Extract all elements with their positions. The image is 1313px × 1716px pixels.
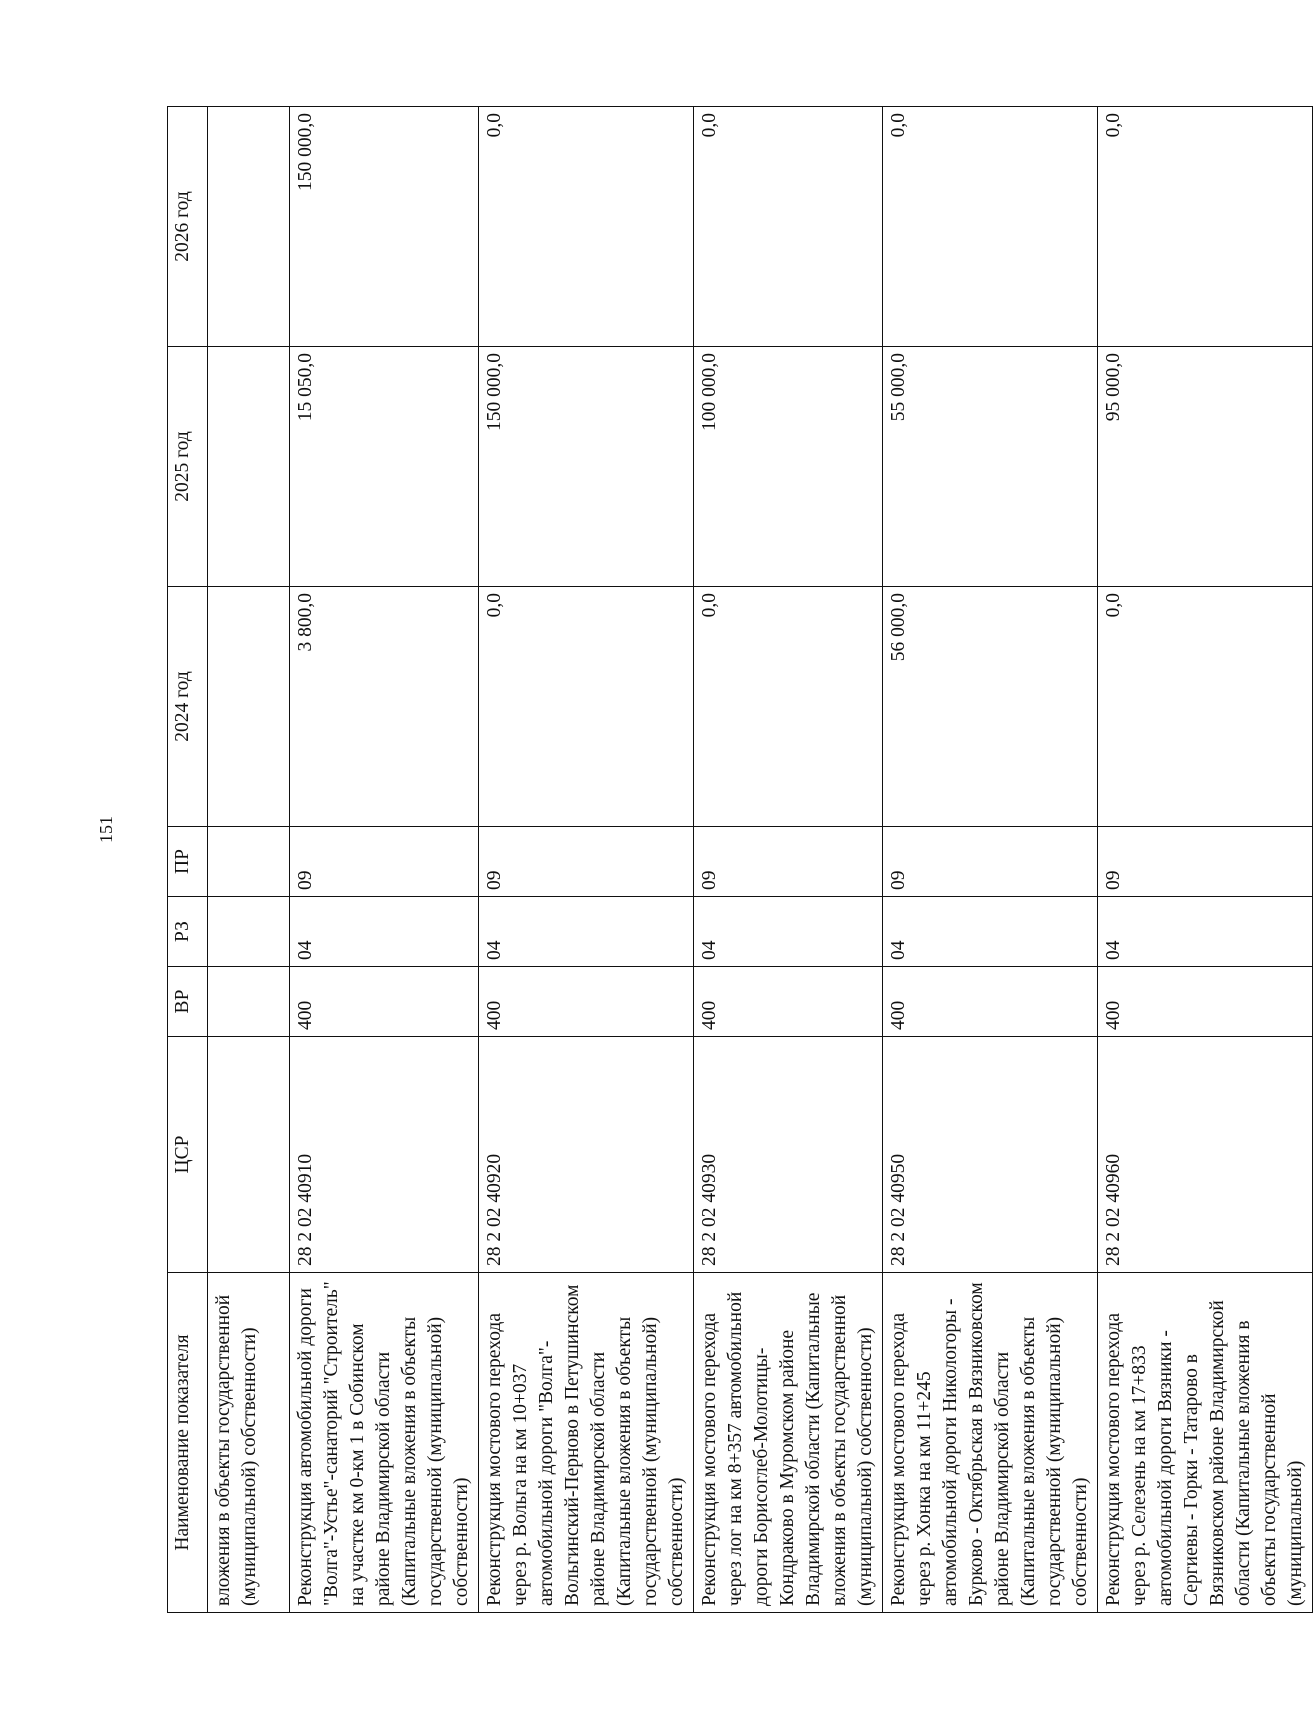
row-2026: 0,0 (694, 107, 883, 347)
continuation-row (208, 107, 290, 1613)
table-row (694, 107, 883, 1613)
empty-cell (208, 347, 290, 587)
row-csr: 28 2 02 40930 (694, 1037, 883, 1273)
empty-cell (208, 967, 290, 1037)
header-2026: 2026 год (168, 107, 208, 347)
row-rz: 04 (694, 897, 883, 967)
empty-cell (208, 1037, 290, 1273)
row-2026: 150 000,0 (290, 107, 479, 347)
row-2024: 3 800,0 (290, 587, 479, 827)
row-vr: 400 (290, 967, 479, 1037)
row-2025: 55 000,0 (883, 347, 1098, 587)
row-vr: 400 (883, 967, 1098, 1037)
row-csr: 28 2 02 40950 (883, 1037, 1098, 1273)
row-name: Реконструкция автомобильной дороги "Волга"-Устье"-санаторий "Строитель" на участке км 0-км 1 в Собинском районе Владимирской области (Капитальные вложения в объекты государственной (муниципальной) собственности) (290, 1273, 479, 1613)
header-name: Наименование показателя (168, 1273, 208, 1613)
row-name: Реконструкция мостового перехода через р. Вольга на км 10+037 автомобильной дороги "Волга"-Вольгинский-Перново в Петушинском районе Владимирской области (Капитальные вложения в объекты государственной (муниципальной) собственности) (479, 1273, 694, 1613)
row-rz: 04 (479, 897, 694, 967)
budget-table (167, 106, 1313, 1613)
row-vr: 400 (1098, 967, 1313, 1037)
row-csr: 28 2 02 40920 (479, 1037, 694, 1273)
row-2024: 0,0 (694, 587, 883, 827)
row-2024: 56 000,0 (883, 587, 1098, 827)
row-2025: 95 000,0 (1098, 347, 1313, 587)
row-2026: 0,0 (1098, 107, 1313, 347)
rotated-table-container (167, 107, 1306, 1613)
table-row (1098, 107, 1313, 1613)
empty-cell (208, 897, 290, 967)
row-pr: 09 (1098, 827, 1313, 897)
row-vr: 400 (479, 967, 694, 1037)
row-2025: 150 000,0 (479, 347, 694, 587)
row-2024: 0,0 (479, 587, 694, 827)
row-csr: 28 2 02 40910 (290, 1037, 479, 1273)
row-rz: 04 (1098, 897, 1313, 967)
header-vr: ВР (168, 967, 208, 1037)
row-pr: 09 (694, 827, 883, 897)
row-2024: 0,0 (1098, 587, 1313, 827)
page-number: 151 (96, 816, 116, 843)
row-name: Реконструкция мостового перехода через р. Хонка на км 11+245 автомобильной дороги Никологоры - Бурково - Октябрьская в Вязниковском районе Владимирской области (Капитальные вложения в объекты государственной (муниципальной) собственности) (883, 1273, 1098, 1613)
header-2024: 2024 год (168, 587, 208, 827)
row-2026: 0,0 (883, 107, 1098, 347)
row-2026: 0,0 (479, 107, 694, 347)
table-row (883, 107, 1098, 1613)
row-rz: 04 (883, 897, 1098, 967)
row-pr: 09 (883, 827, 1098, 897)
row-csr: 28 2 02 40960 (1098, 1037, 1313, 1273)
row-2025: 15 050,0 (290, 347, 479, 587)
header-csr: ЦСР (168, 1037, 208, 1273)
row-name: Реконструкция мостового перехода через р. Селезень на км 17+833 автомобильной дороги Вязники - Сергиевы - Горки - Татарово в Вязниковском районе Владимирской области (Капитальные вложения в объекты государственной (муниципальной) (1098, 1273, 1313, 1613)
row-pr: 09 (479, 827, 694, 897)
row-name: Реконструкция мостового перехода через лог на км 8+357 автомобильной дороги Борисоглеб-Молотицы-Кондраково в Муромском районе Владимирской области (Капитальные вложения в объекты государственной (муниципальной) собственности) (694, 1273, 883, 1613)
row-vr: 400 (694, 967, 883, 1037)
header-pr: ПР (168, 827, 208, 897)
header-2025: 2025 год (168, 347, 208, 587)
empty-cell (208, 587, 290, 827)
table-header-row (168, 107, 208, 1613)
continuation-text: вложения в объекты государственной (муниципальной) собственности) (208, 1273, 290, 1613)
row-pr: 09 (290, 827, 479, 897)
row-2025: 100 000,0 (694, 347, 883, 587)
empty-cell (208, 827, 290, 897)
header-rz: РЗ (168, 897, 208, 967)
table-row (479, 107, 694, 1613)
table-row (290, 107, 479, 1613)
empty-cell (208, 107, 290, 347)
row-rz: 04 (290, 897, 479, 967)
